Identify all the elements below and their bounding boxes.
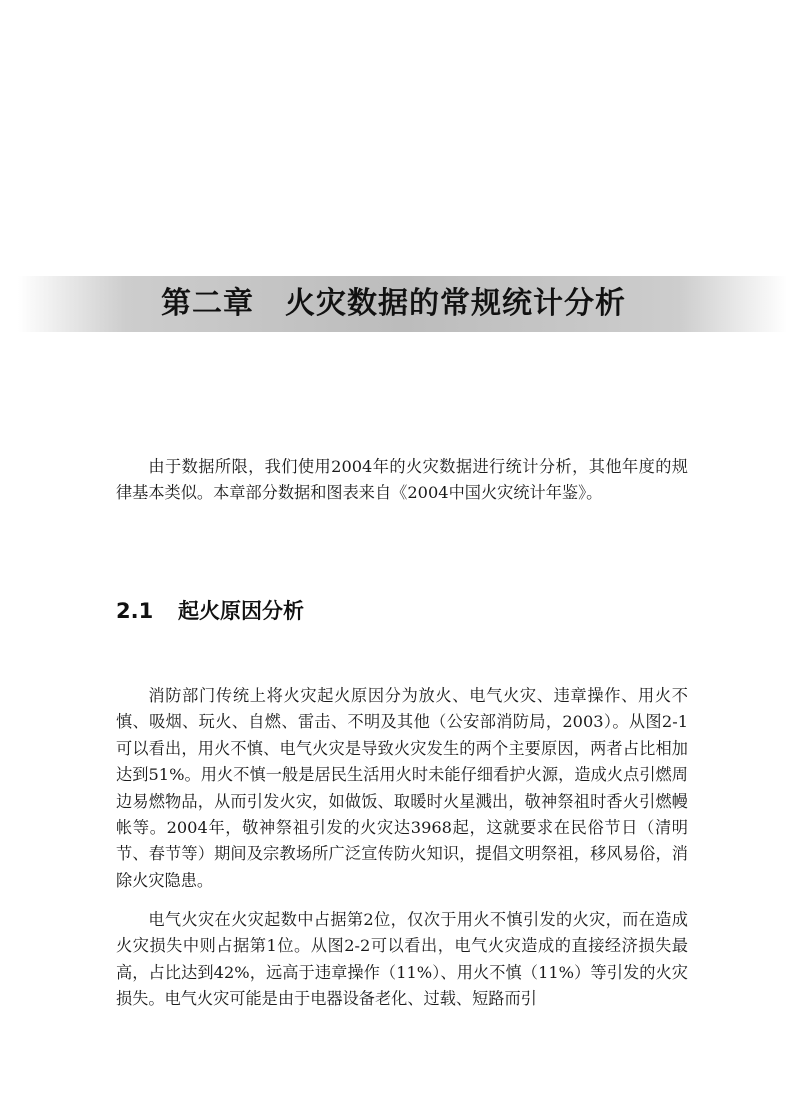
section-title: 起火原因分析 [178, 599, 304, 623]
body-paragraph-2: 电气火灾在火灾起数中占据第2位，仅次于用火不慎引发的火灾，而在造成火灾损失中则占据第1位。从图2-2可以看出，电气火灾造成的直接经济损失最高，占比达到42%，远高于违章操作（11%）、用火不慎（11%）等引发的火灾损失。电气火灾可能是由于电器设备老化、过载、短路而引 [116, 910, 688, 1009]
chapter-title: 第二章 火灾数据的常规统计分析 [161, 286, 626, 321]
section-heading [116, 597, 304, 625]
section-number: 2.1 [116, 599, 154, 623]
body-paragraph-1: 消防部门传统上将火灾起火原因分为放火、电气火灾、违章操作、用火不慎、吸烟、玩火、自燃、雷击、不明及其他（公安部消防局，2003）。从图2-1可以看出，用火不慎、电气火灾是导致火灾发生的两个主要原因，两者占比相加达到51%。用火不慎一般是居民生活用火时未能仔细看护火源，造成火点引燃周边易燃物品，从而引发火灾，如做饭、取暖时火星溅出，敬神祭祖时香火引燃幔帐等。2004年，敬神祭祖引发的火灾达3968起，这就要求在民俗节日（清明节、春节等）期间及宗教场所广泛宣传防火知识，提倡文明祭祖，移风易俗，消除火灾隐患。 [116, 686, 688, 890]
intro-paragraph: 由于数据所限，我们使用2004年的火灾数据进行统计分析，其他年度的规律基本类似。本章部分数据和图表来自《2004中国火灾统计年鉴》。 [116, 457, 688, 503]
